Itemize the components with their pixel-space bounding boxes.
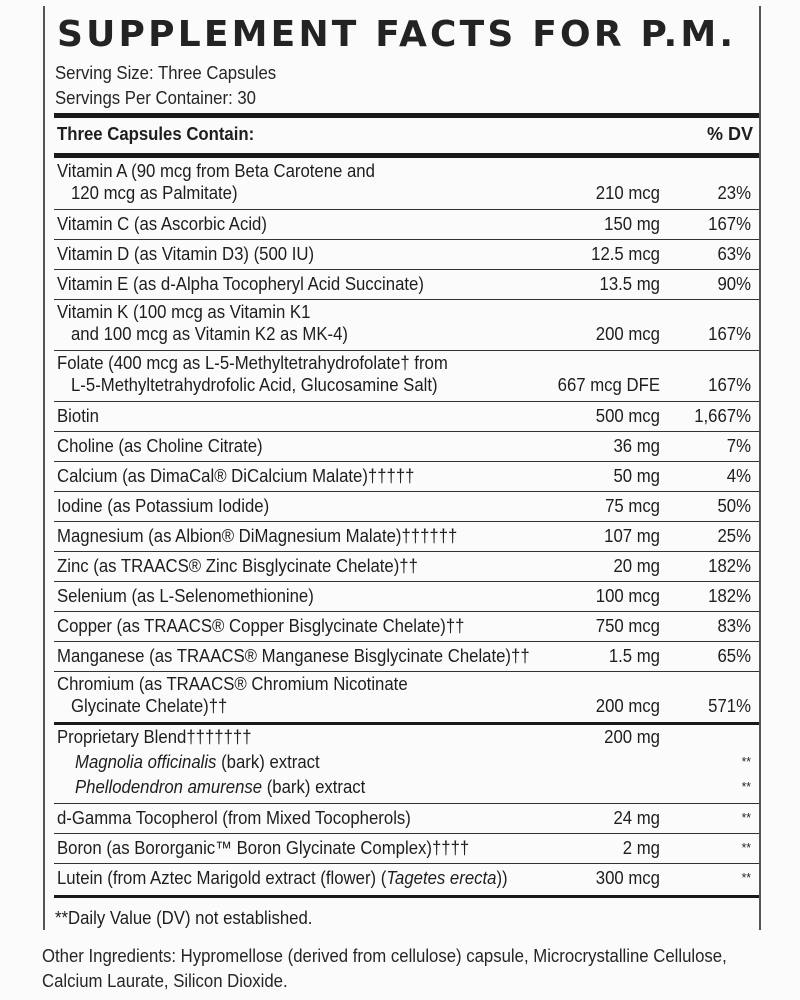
nutrient-name: Zinc (as TRAACS® Zinc Bisglycinate Chelate)†† — [57, 556, 418, 576]
nutrient-amount: 200 mcg — [595, 696, 660, 716]
nutrient-amount: 1.5 mg — [608, 646, 660, 666]
blend-item-part: (bark) extract — [216, 752, 320, 772]
nutrient-dv: 83% — [717, 616, 751, 636]
top-rule — [54, 113, 759, 118]
lutein-pre: Lutein (from Aztec Marigold extract (flower) ( — [57, 868, 387, 888]
lutein-italic: Tagetes erecta — [386, 868, 497, 888]
blend-name: Proprietary Blend††††††† — [57, 727, 252, 747]
nutrient-dv: ** — [741, 870, 751, 885]
nutrient-name — [57, 867, 508, 889]
nutrient-amount: 107 mg — [604, 526, 660, 546]
header-rule — [54, 153, 759, 158]
row-divider — [54, 269, 759, 270]
nutrient-dv: 23% — [717, 183, 751, 203]
nutrient-name: Biotin — [57, 406, 99, 426]
row-divider — [54, 803, 759, 804]
nutrient-name-cont: and 100 mcg as Vitamin K2 as MK-4) — [71, 324, 348, 344]
row-divider — [54, 521, 759, 522]
nutrient-amount: 20 mg — [613, 556, 660, 576]
nutrient-name: Boron (as Bororganic™ Boron Glycinate Complex)†††† — [57, 838, 470, 858]
nutrient-name: Magnesium (as Albion® DiMagnesium Malate)†††††† — [57, 526, 458, 546]
nutrient-name: Chromium (as TRAACS® Chromium Nicotinate — [57, 674, 408, 694]
nutrient-dv: 167% — [708, 324, 751, 344]
blend-item-dv: ** — [741, 779, 751, 794]
nutrient-name: Vitamin A (90 mcg from Beta Carotene and — [57, 161, 375, 181]
nutrient-amount: 13.5 mg — [599, 274, 660, 294]
nutrient-dv: 7% — [726, 436, 751, 456]
row-divider — [54, 461, 759, 462]
nutrient-dv: ** — [741, 840, 751, 855]
row-divider — [54, 551, 759, 552]
panel-title: SUPPLEMENT FACTS FOR P.M. — [57, 14, 737, 55]
row-divider — [54, 611, 759, 612]
blend-rule — [54, 722, 759, 725]
nutrient-dv: 63% — [717, 244, 751, 264]
row-divider — [54, 350, 759, 351]
header-left: Three Capsules Contain: — [57, 124, 255, 144]
nutrient-amount: 2 mg — [622, 838, 660, 858]
nutrient-amount: 500 mcg — [595, 406, 660, 426]
nutrient-name: Choline (as Choline Citrate) — [57, 436, 263, 456]
nutrient-name: Copper (as TRAACS® Copper Bisglycinate Chelate)†† — [57, 616, 465, 636]
row-divider — [54, 491, 759, 492]
row-divider — [54, 863, 759, 864]
nutrient-amount: 36 mg — [613, 436, 660, 456]
row-divider — [54, 209, 759, 210]
row-divider — [54, 833, 759, 834]
nutrient-name: d-Gamma Tocopherol (from Mixed Tocopherols) — [57, 808, 411, 828]
nutrient-dv: 90% — [717, 274, 751, 294]
nutrient-dv: 182% — [708, 556, 751, 576]
nutrient-dv: ** — [741, 810, 751, 825]
nutrient-dv: 167% — [708, 375, 751, 395]
blend-amount: 200 mg — [604, 727, 660, 747]
nutrient-amount: 300 mcg — [595, 868, 660, 888]
nutrient-dv: 167% — [708, 214, 751, 234]
nutrient-amount: 210 mcg — [595, 183, 660, 203]
row-divider — [54, 431, 759, 432]
nutrient-dv: 1,667% — [694, 406, 751, 426]
nutrient-name: Vitamin D (as Vitamin D3) (500 IU) — [57, 244, 315, 264]
nutrient-name: Vitamin C (as Ascorbic Acid) — [57, 214, 267, 234]
other-ingredients: Other Ingredients: Hypromellose (derived from cellulose) capsule, Microcrystalline Cellulose, Calcium Laurate, Silicon Dioxide. — [42, 946, 727, 991]
nutrient-amount: 50 mg — [613, 466, 660, 486]
nutrient-dv: 182% — [708, 586, 751, 606]
nutrient-dv: 25% — [717, 526, 751, 546]
nutrient-name: Iodine (as Potassium Iodide) — [57, 496, 270, 516]
nutrient-name: Manganese (as TRAACS® Manganese Bisglycinate Chelate)†† — [57, 646, 530, 666]
row-divider — [54, 671, 759, 672]
nutrient-amount: 200 mcg — [595, 324, 660, 344]
row-divider — [54, 401, 759, 402]
nutrient-amount: 667 mcg DFE — [557, 375, 660, 395]
nutrient-amount: 150 mg — [604, 214, 660, 234]
nutrient-name-cont: L-5-Methyltetrahydrofolic Acid, Glucosamine Salt) — [71, 375, 438, 395]
lutein-post: )) — [496, 868, 508, 888]
nutrient-amount: 750 mcg — [595, 616, 660, 636]
nutrient-name: Vitamin E (as d-Alpha Tocopheryl Acid Succinate) — [57, 274, 424, 294]
row-divider — [54, 581, 759, 582]
footnote: **Daily Value (DV) not established. — [55, 908, 313, 928]
servings-per-container: Servings Per Container: 30 — [55, 88, 256, 108]
nutrient-name: Vitamin K (100 mcg as Vitamin K1 — [57, 302, 311, 322]
blend-item-latin: Phellodendron amurense — [75, 777, 263, 797]
nutrient-name-cont: 120 mcg as Palmitate) — [71, 183, 238, 203]
serving-size: Serving Size: Three Capsules — [55, 63, 277, 83]
nutrient-dv: 4% — [726, 466, 751, 486]
bottom-rule — [54, 895, 759, 898]
nutrient-amount: 75 mcg — [605, 496, 660, 516]
blend-item-latin: Magnolia officinalis — [75, 752, 217, 772]
blend-item-part: (bark) extract — [262, 777, 366, 797]
supplement-facts-panel — [43, 6, 761, 930]
blend-item-dv: ** — [741, 754, 751, 769]
nutrient-amount: 12.5 mcg — [591, 244, 660, 264]
nutrient-name: Folate (400 mcg as L-5-Methyltetrahydrofolate† from — [57, 353, 448, 373]
row-divider — [54, 641, 759, 642]
nutrient-dv: 50% — [717, 496, 751, 516]
nutrient-dv: 571% — [708, 696, 751, 716]
blend-item — [75, 776, 365, 798]
nutrient-amount: 24 mg — [613, 808, 660, 828]
row-divider — [54, 299, 759, 300]
nutrient-name: Calcium (as DimaCal® DiCalcium Malate)††††† — [57, 466, 415, 486]
row-divider — [54, 239, 759, 240]
header-dv: % DV — [706, 124, 753, 144]
nutrient-name: Selenium (as L-Selenomethionine) — [57, 586, 314, 606]
blend-item — [75, 751, 320, 773]
nutrient-dv: 65% — [717, 646, 751, 666]
nutrient-name-cont: Glycinate Chelate)†† — [71, 696, 228, 716]
nutrient-amount: 100 mcg — [595, 586, 660, 606]
